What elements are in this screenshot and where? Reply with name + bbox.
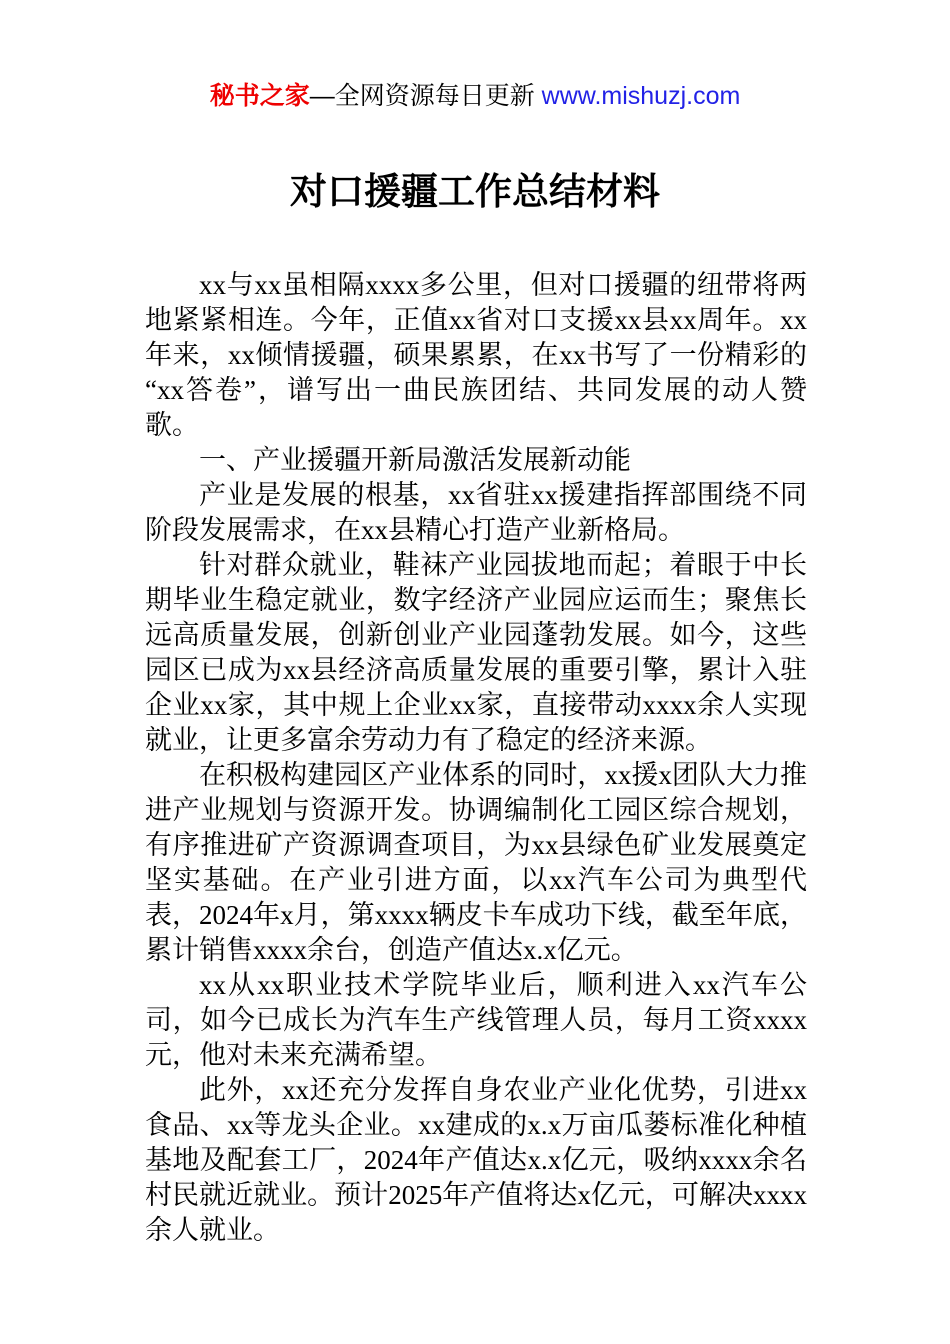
paragraph-planning-resources: 在积极构建园区产业体系的同时，xx援x团队大力推进产业规划与资源开发。协调编制化工园区综合规划，有序推进矿产资源调查项目，为xx县绿色矿业发展奠定坚实基础。在产业引进方面，以xx汽车公司为典型代表，2024年x月，第xxxx辆皮卡车成功下线，截至年底，累计销售xxxx余台，创造产值达x.x亿元。 (145, 760, 807, 965)
document-title: 对口援疆工作总结材料 (290, 171, 660, 212)
site-brand: 秘书之家 (209, 82, 310, 110)
paragraph-graduate-story: xx从xx职业技术学院毕业后，顺利进入xx汽车公司，如今已成长为汽车生产线管理人员，每月工资xxxx元，他对未来充满希望。 (145, 970, 807, 1070)
paragraph-intro: xx与xx虽相隔xxxx多公里，但对口援疆的纽带将两地紧紧相连。今年，正值xx省对口支援xx县xx周年。xx年来，xx倾情援疆，硕果累累，在xx书写了一份精彩的“xx答卷”，谱写出一曲民族团结、共同发展的动人赞歌。 (145, 270, 807, 440)
site-tagline: —全网资源每日更新 (309, 82, 542, 110)
section-heading-1: 一、产业援疆开新局激活发展新动能 (199, 445, 631, 475)
paragraph-industry-foundation: 产业是发展的根基，xx省驻xx援建指挥部围绕不同阶段发展需求，在xx县精心打造产业新格局。 (145, 480, 807, 545)
document-body (145, 268, 807, 1248)
site-header (0, 0, 950, 112)
paragraph-industrial-parks: 针对群众就业，鞋袜产业园拔地而起；着眼于中长期毕业生稳定就业，数字经济产业园应运而生；聚焦长远高质量发展，创新创业产业园蓬勃发展。如今，这些园区已成为xx县经济高质量发展的重要引擎，累计入驻企业xx家，其中规上企业xx家，直接带动xxxx余人实现就业，让更多富余劳动力有了稳定的经济来源。 (145, 550, 807, 755)
paragraph-agriculture: 此外，xx还充分发挥自身农业产业化优势，引进xx食品、xx等龙头企业。xx建成的x.x万亩瓜蒌标准化种植基地及配套工厂，2024年产值达x.x亿元，吸纳xxxx余名村民就近就业。预计2025年产值将达x亿元，可解决xxxx余人就业。 (145, 1075, 807, 1245)
site-url-link[interactable]: www.mishuzj.com (541, 82, 741, 110)
